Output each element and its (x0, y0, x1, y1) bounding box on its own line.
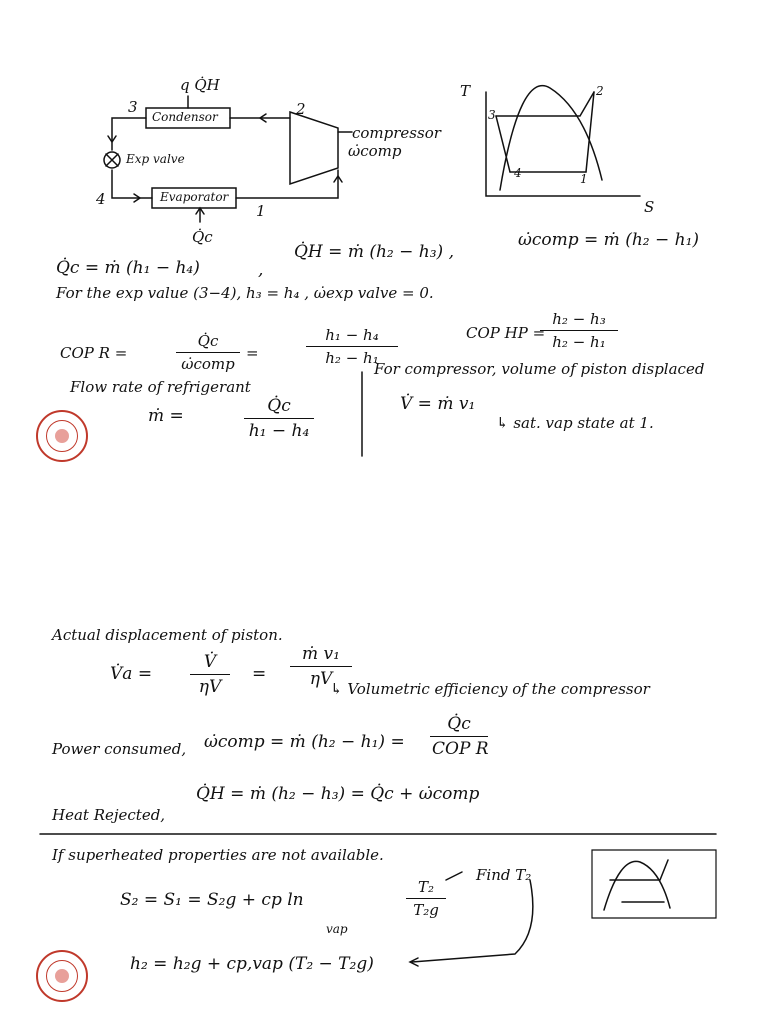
ts-point-3: 3 (488, 108, 496, 122)
eq-wcomp: ω̇comp = ṁ (h₂ − h₁) (518, 230, 700, 250)
fraction-bar (406, 898, 446, 899)
qh-label: q Q̇H (180, 76, 220, 94)
institute-seal-logo (36, 410, 88, 462)
ts-line-3-2 (496, 92, 594, 116)
cop-r-numerator-2: h₁ − h₄ (325, 326, 379, 344)
cop-r-label: COP R = (60, 344, 128, 362)
compressor-label: compressor (352, 124, 441, 142)
w-comp-label: ω̇comp (348, 142, 402, 160)
vdot-eq: V̇ = ṁ v₁ (400, 394, 476, 414)
flow-numerator: Q̇c (267, 396, 291, 416)
cop-r-fraction (176, 332, 240, 373)
ts-point-2: 2 (596, 84, 604, 98)
cop-hp-fraction (540, 310, 618, 351)
flow-rate-heading: Flow rate of refrigerant (70, 378, 251, 396)
heat-rejected-label: Heat Rejected, (52, 806, 166, 824)
line-valve-to-4 (112, 170, 152, 198)
line-3-to-valve (112, 118, 146, 150)
power-denominator: COP R (432, 739, 489, 759)
ts-point-4: 4 (514, 166, 522, 180)
power-consumed-label: Power consumed, (52, 740, 187, 758)
eq-separator: , (258, 260, 264, 280)
compressor-shape (290, 112, 338, 184)
flow-denominator: h₁ − h₄ (248, 421, 310, 441)
ln-fraction (406, 878, 446, 919)
va-denominator: ηV (198, 677, 222, 697)
superheated-heading: If superheated properties are not available. (52, 846, 384, 864)
fraction-bar (290, 666, 352, 667)
power-fraction (430, 714, 488, 759)
cop-r-denominator: ω̇comp (181, 355, 235, 373)
condenser-label: Condensor (152, 110, 218, 124)
ln-numerator: T₂ (417, 878, 435, 896)
power-numerator: Q̇c (447, 714, 471, 734)
va-denominator-2: ηV (309, 669, 333, 689)
h2-eq: h₂ = h₂g + cp,vap (T₂ − T₂g) (130, 954, 374, 974)
va-label: V̇a = (110, 664, 153, 684)
cop-hp-label: COP HP = (466, 324, 546, 342)
line-1-to-comp (236, 170, 338, 198)
fraction-bar (306, 346, 398, 347)
sat-vap-note: ↳ sat. vap state at 1. (496, 414, 654, 432)
exp-valve-x (106, 154, 118, 166)
find-t2-note: Find T₂ (476, 866, 532, 884)
va-fraction (190, 652, 230, 697)
va-equals: = (252, 664, 267, 684)
flow-fraction (244, 396, 314, 441)
t-axis-label: T (460, 82, 471, 100)
ts-expansion (496, 116, 510, 172)
s-axis-label: S (644, 198, 655, 216)
va-numerator: V̇ (203, 652, 217, 672)
actual-displacement-heading: Actual displacement of piston. (52, 626, 283, 644)
state-4-label: 4 (96, 190, 106, 208)
vap-subscript-note: vap (326, 922, 348, 936)
cop-r-denominator-2: h₂ − h₁ (325, 349, 379, 367)
state-2-label: 2 (296, 100, 306, 118)
flow-mdot: ṁ = (148, 406, 184, 426)
evaporator-label: Evaporator (160, 190, 229, 204)
qc-label: Q̇c (192, 228, 213, 246)
cop-r-equals: = (246, 344, 259, 362)
cop-hp-numerator: h₂ − h₃ (552, 310, 606, 328)
fraction-bar (176, 352, 240, 353)
cop-r-numerator: Q̇c (197, 332, 219, 350)
power-eq: ω̇comp = ṁ (h₂ − h₁) = (204, 732, 405, 752)
ts-point-1: 1 (580, 172, 588, 186)
va-numerator-2: ṁ v₁ (302, 644, 340, 664)
fraction-bar (244, 418, 314, 419)
fraction-bar (190, 674, 230, 675)
cop-hp-denominator: h₂ − h₁ (552, 333, 606, 351)
compressor-note: For compressor, volume of piston displaced (374, 360, 705, 378)
eq-qh: Q̇H = ṁ (h₂ − h₃) , (294, 242, 454, 262)
state-1-label: 1 (256, 202, 266, 220)
exp-valve-eq: For the exp value (3−4), h₃ = h₄ , ω̇exp valve = 0. (56, 284, 434, 302)
eq-qc: Q̇c = ṁ (h₁ − h₄) (56, 258, 200, 278)
heat-rejected-eq: Q̇H = ṁ (h₂ − h₃) = Q̇c + ω̇comp (196, 784, 480, 804)
exp-valve-label: Exp valve (126, 152, 185, 166)
fraction-bar (430, 736, 488, 737)
institute-seal-logo (36, 950, 88, 1002)
ln-denominator: T₂g (413, 901, 439, 919)
state-3-label: 3 (128, 98, 138, 116)
fraction-bar (540, 330, 618, 331)
s2-eq: S₂ = S₁ = S₂g + cp ln (120, 890, 304, 910)
volumetric-efficiency-note: ↳ Volumetric efficiency of the compressor (330, 680, 650, 698)
